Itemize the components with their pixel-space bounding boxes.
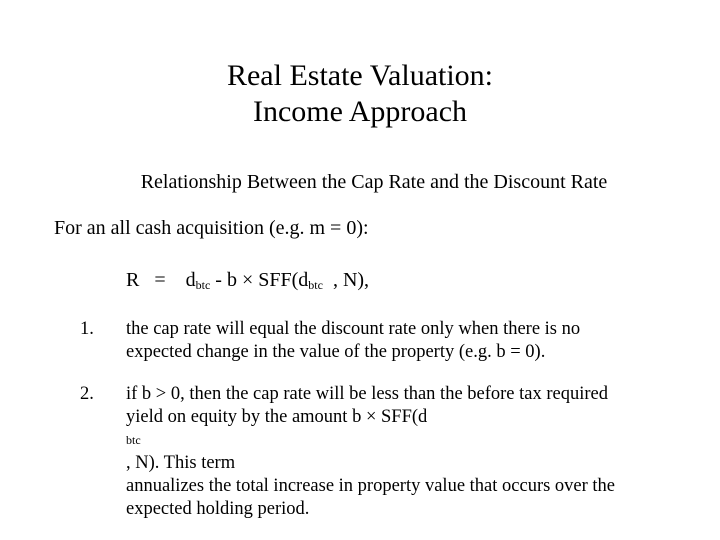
point-1-line-1: the cap rate will equal the discount rate only when there is no bbox=[126, 319, 581, 339]
point-2-line-2-pre: yield on equity by the amount b × SFF(d bbox=[126, 407, 428, 427]
intro-text: For an all cash acquisition (e.g. m = 0): bbox=[54, 217, 369, 239]
title-line-1: Real Estate Valuation: bbox=[226, 59, 494, 92]
formula-d2-subscript: btc bbox=[308, 278, 323, 292]
point-text bbox=[126, 383, 680, 521]
formula-d: d bbox=[185, 269, 196, 291]
points-list bbox=[80, 318, 680, 540]
list-item bbox=[80, 383, 680, 521]
cap-rate-formula bbox=[126, 268, 369, 297]
slide-subtitle: Relationship Between the Cap Rate and the Discount Rate bbox=[140, 171, 608, 193]
point-number: 1. bbox=[80, 319, 94, 339]
formula-d-subscript: btc bbox=[195, 278, 211, 292]
formula-equals: = bbox=[154, 269, 166, 291]
point-2-line-1: if b > 0, then the cap rate will be less than the before tax required bbox=[126, 384, 609, 404]
point-2-line-2 bbox=[126, 406, 680, 475]
point-text bbox=[126, 318, 680, 364]
formula-middle: - b × SFF(d bbox=[215, 269, 309, 291]
point-2-line-2-post: , N). This term bbox=[126, 453, 236, 473]
point-number: 2. bbox=[80, 384, 94, 404]
point-2-line-3: annualizes the total increase in property value that occurs over the bbox=[126, 476, 616, 496]
list-item bbox=[80, 318, 680, 364]
formula-lhs: R bbox=[126, 269, 140, 291]
point-2-subscript: btc bbox=[126, 433, 141, 447]
title-line-2: Income Approach bbox=[252, 95, 468, 128]
point-1-line-2: expected change in the value of the property (e.g. b = 0). bbox=[126, 342, 546, 362]
point-2-line-4: expected holding period. bbox=[126, 499, 310, 519]
slide-title bbox=[0, 58, 720, 130]
formula-tail: , N), bbox=[332, 269, 370, 291]
